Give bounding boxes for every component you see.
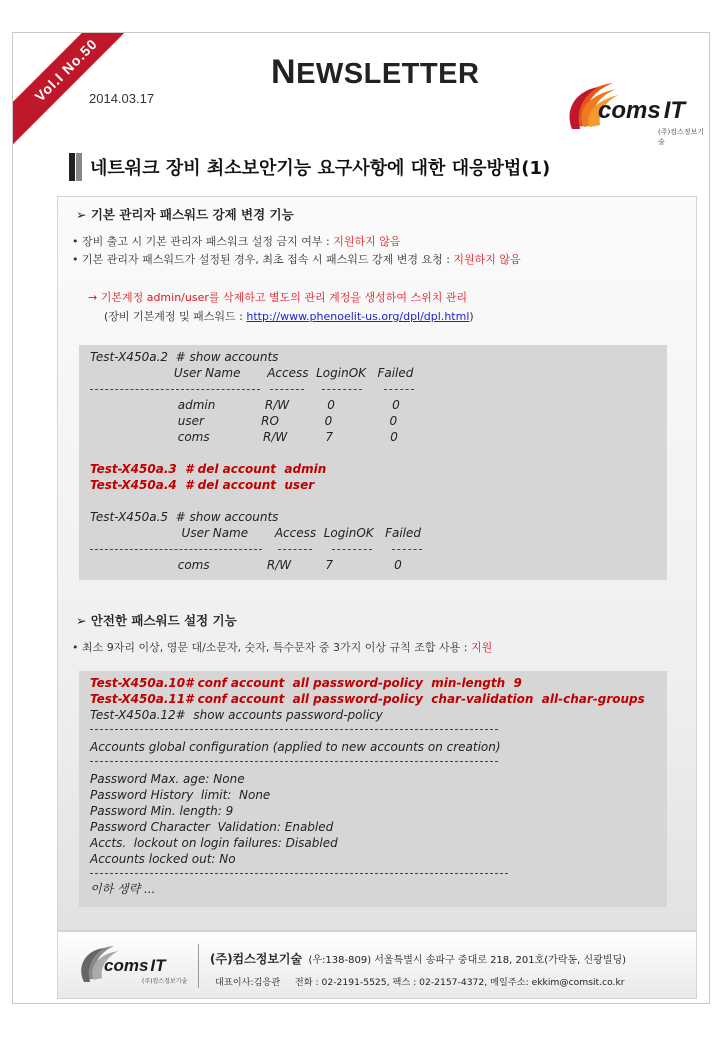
footer-contact-line — [215, 974, 625, 988]
reference-link[interactable]: http://www.phenoelit-us.org/dpl/dpl.html — [246, 310, 470, 323]
code-line-command: Test-X450a.4 # del account user — [90, 478, 315, 492]
status-unsupported: 지원하지 않음 — [333, 235, 401, 248]
section1-reference: (장비 기본계정 및 패스워드 : http://www.phenoelit-us.org/dpl/dpl.html) — [104, 310, 474, 323]
section1-bullet-1: • 장비 출고 시 기본 관리자 패스워크 설정 금지 여부 : 지원하지 않음 — [72, 235, 401, 248]
code-line: admin R/W 0 0 — [90, 398, 400, 412]
newsletter-page — [12, 32, 710, 1004]
code-line: User Name Access LoginOK Failed — [90, 526, 422, 540]
footer-logo-subtext: (주)컴스정보기술 — [142, 978, 188, 985]
status-supported: 지원 — [471, 641, 493, 654]
code-line-command: Test-X450a.10# conf account all password-policy min-length 9 — [90, 676, 522, 690]
title-initial: N — [271, 53, 297, 91]
code-line: Test-X450a.12# show accounts password-policy — [90, 708, 383, 722]
code-line-command: Test-X450a.11# conf account all password-policy char-validation all-char-groups — [90, 692, 645, 706]
footer-company-line — [210, 950, 626, 967]
divider — [322, 389, 362, 390]
footer-divider — [198, 944, 199, 988]
code-line: Password Character Validation: Enabled — [90, 820, 334, 834]
section1-action: → 기본계정 admin/user를 삭제하고 별도의 관리 계정을 생성하여 스위치 관리 — [88, 291, 468, 304]
divider — [278, 549, 312, 550]
code-line: Accounts locked out: No — [90, 852, 236, 866]
divider — [90, 389, 260, 390]
divider — [90, 873, 508, 874]
code-line: user RO 0 0 — [90, 414, 398, 428]
section2-title: ➢ 안전한 패스워드 설정 기능 — [76, 613, 237, 628]
cli-output-password-policy — [79, 671, 667, 907]
code-line: Password Min. length: 9 — [90, 804, 234, 818]
code-line: User Name Access LoginOK Failed — [90, 366, 414, 380]
footer-logo — [76, 942, 191, 988]
code-line: coms R/W 7 0 — [90, 430, 398, 444]
company-logo — [558, 77, 708, 146]
divider — [90, 761, 498, 762]
title-rest: EWSLETTER — [296, 58, 480, 90]
issue-date: 2014.03.17 — [89, 91, 155, 106]
article-content — [57, 196, 697, 931]
divider — [332, 549, 372, 550]
volume-ribbon: Vol.I No.50 — [12, 32, 151, 155]
company-footer — [57, 931, 697, 999]
article-heading — [69, 153, 550, 181]
section1-bullet-2: • 기본 관리자 패스워드가 설정된 경우, 최초 접속 시 패스워드 강제 변경 요청 : 지원하지 않음 — [72, 253, 521, 266]
footer-address: (우:138-809) 서울특별시 송파구 중대로 218, 201호(가락동, 신광빌딩) — [308, 955, 627, 966]
code-line: Test-X450a.5 # show accounts — [90, 510, 279, 524]
code-line: Accts. lockout on login failures: Disabled — [90, 836, 338, 850]
divider — [90, 549, 262, 550]
section1-title: ➢ 기본 관리자 패스워드 강제 변경 기능 — [76, 207, 294, 222]
code-line: coms R/W 7 0 — [90, 558, 402, 572]
newsletter-title — [271, 53, 479, 92]
heading-text: 네트워크 장비 최소보안기능 요구사항에 대한 대응방법(1) — [90, 158, 551, 179]
status-unsupported: 지원하지 않음 — [453, 253, 521, 266]
code-line: Password History limit: None — [90, 788, 271, 802]
heading-bar-grey — [76, 153, 82, 181]
code-line: 이하 생략 ... — [90, 882, 156, 896]
divider — [384, 389, 414, 390]
logo-text: coms IT — [598, 97, 686, 124]
divider — [270, 389, 304, 390]
logo-subtext: (주)컴스정보기술 — [658, 128, 705, 146]
cli-output-accounts — [79, 345, 667, 580]
footer-logo-text: coms IT — [104, 956, 166, 975]
heading-bar — [69, 153, 75, 181]
divider — [90, 729, 498, 730]
footer-contact: 전화 : 02-2191-5525, 팩스 : 02-2157-4372, 메일주소: ekkim@comsit.co.kr — [294, 977, 625, 988]
section2-bullet: • 최소 9자리 이상, 영문 대/소문자, 숫자, 특수문자 중 3가지 이상 규칙 조합 사용 : 지원 — [72, 641, 493, 654]
divider — [392, 549, 422, 550]
code-line-command: Test-X450a.3 # del account admin — [90, 462, 327, 476]
code-line: Test-X450a.2 # show accounts — [90, 350, 279, 364]
footer-company-name: (주)컴스정보기술 — [210, 952, 303, 966]
code-line: Password Max. age: None — [90, 772, 245, 786]
code-line: Accounts global configuration (applied to new accounts on creation) — [90, 740, 501, 754]
footer-ceo: 대표이사:김응관 — [215, 977, 281, 988]
